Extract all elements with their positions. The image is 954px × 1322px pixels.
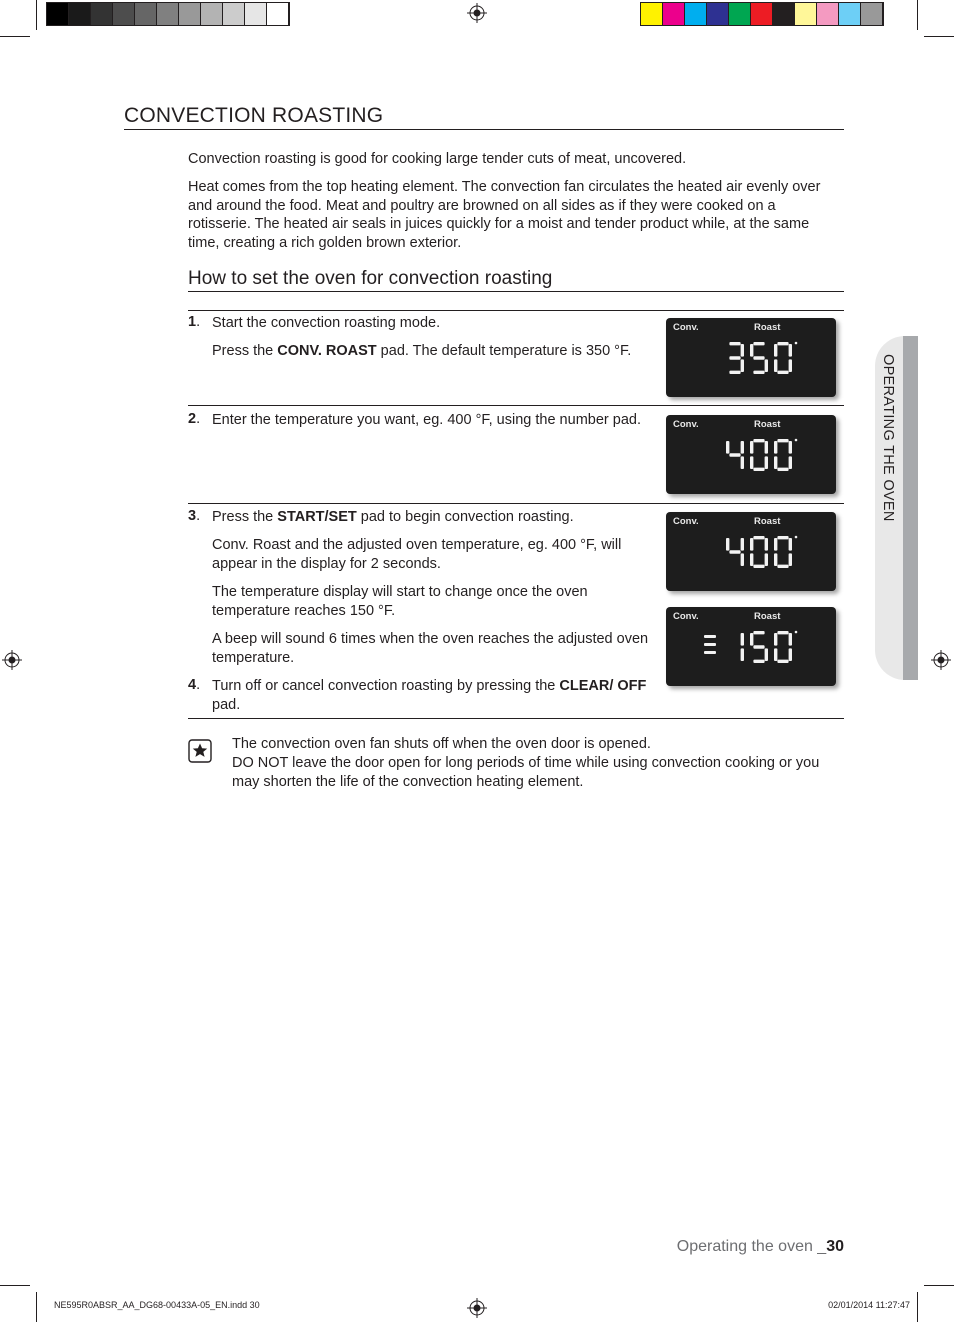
digit-segment [729,342,740,345]
digit-segment [753,371,764,374]
digit-segment [726,441,729,454]
digit-segment [753,660,764,663]
process-color-bar [640,2,884,26]
digit-segment [741,553,744,566]
digit-segment [765,456,768,469]
registration-mark-icon [467,3,487,23]
display-conv-label: Conv. [673,322,699,333]
color-swatch [685,3,707,25]
note-text: The convection oven fan shuts off when the oven door is opened. DO NOT leave the door open for long periods of time while using convection cooking or you may shorten the life of the convection heating element. [232,736,820,790]
crop-mark [924,36,954,37]
crop-mark [917,1292,918,1322]
step-text: The temperature display will start to change once the oven temperature reaches 150 °F. [212,584,588,619]
digit-segment [765,648,768,661]
step-number: 4. [188,677,201,693]
digit-segment [774,538,777,551]
digit-segment [774,648,777,661]
digit-segment [777,565,788,568]
digit-segment [774,553,777,566]
digit-segment [789,359,792,372]
registration-mark-icon [467,1298,487,1318]
digit-segment [753,468,764,471]
registration-mark-icon [931,650,951,670]
step-text: Turn off or cancel convection roasting by pressing the CLEAR/ OFF pad. [212,678,647,713]
digit-segment [704,635,716,638]
step-text: Press the START/SET pad to begin convection roasting. [212,509,574,525]
digit-segment [750,538,753,551]
digit-segment [777,536,788,539]
color-swatch [773,3,795,25]
digit-segment [704,651,716,654]
section-side-bar [903,336,918,680]
section-subtitle: How to set the oven for convection roasting [188,268,844,292]
step-text: Press the CONV. ROAST pad. The default temperature is 350 °F. [212,343,632,359]
color-swatch [751,3,773,25]
digit-segment [753,356,764,359]
digit-segment [750,441,753,454]
color-swatch [157,3,179,25]
display-roast-label: Roast [754,516,781,527]
color-swatch [245,3,267,25]
display-roast-label: Roast [754,419,781,430]
page-title: CONVECTION ROASTING [124,104,844,130]
step-text: Start the convection roasting mode. [212,315,441,331]
degree-dot [795,536,798,539]
color-swatch [223,3,245,25]
degree-dot [795,631,798,634]
color-swatch [267,3,289,25]
color-swatch [135,3,157,25]
oven-display [666,318,836,397]
digit-segment [741,359,744,372]
display-temperature-digits [666,512,836,591]
color-swatch [817,3,839,25]
digit-segment [789,538,792,551]
digit-segment [774,456,777,469]
degree-dot [795,342,798,345]
digit-segment [765,441,768,454]
display-conv-label: Conv. [673,516,699,527]
oven-display [666,607,836,686]
oven-display [666,415,836,494]
digit-segment [765,553,768,566]
intro-paragraph: Convection roasting is good for cooking large tender cuts of meat, uncovered. [188,151,687,167]
color-swatch [729,3,751,25]
crop-mark [0,36,30,37]
display-temperature-digits [666,415,836,494]
crop-mark [917,0,918,30]
digit-segment [753,565,764,568]
grayscale-color-bar [46,2,290,26]
digit-segment [777,439,788,442]
color-swatch [839,3,861,25]
registration-mark-icon [2,650,22,670]
color-swatch [861,3,883,25]
digit-segment [753,439,764,442]
crop-mark [36,0,37,30]
step-text: A beep will sound 6 times when the oven reaches the adjusted oven temperature. [212,631,649,666]
digit-segment [789,441,792,454]
digit-segment [750,344,753,357]
color-swatch [179,3,201,25]
digit-segment [729,453,740,456]
step-divider [188,503,844,504]
digit-segment [777,342,788,345]
color-swatch [201,3,223,25]
step-number: 1. [188,314,201,330]
digit-segment [753,342,764,345]
display-conv-label: Conv. [673,419,699,430]
color-swatch [795,3,817,25]
digit-segment [729,356,740,359]
crop-mark [0,1285,30,1286]
color-swatch [707,3,729,25]
digit-segment [777,468,788,471]
digit-segment [753,536,764,539]
digit-segment [789,456,792,469]
step-number: 2. [188,411,201,427]
display-roast-label: Roast [754,322,781,333]
digit-segment [777,371,788,374]
digit-segment [729,371,740,374]
digit-segment [741,633,744,646]
star-note-icon [188,739,212,763]
color-swatch [91,3,113,25]
digit-segment [777,631,788,634]
digit-segment [774,344,777,357]
display-temperature-digits [666,318,836,397]
display-conv-label: Conv. [673,611,699,622]
digit-segment [789,553,792,566]
color-swatch [663,3,685,25]
digit-segment [753,631,764,634]
display-temperature-digits [666,607,836,686]
step-text: Enter the temperature you want, eg. 400 °F, using the number pad. [212,412,641,428]
section-side-tab-label: OPERATING THE OVEN [880,354,896,522]
digit-segment [726,538,729,551]
digit-segment [789,633,792,646]
step-divider [188,310,844,311]
digit-segment [729,550,740,553]
digit-segment [741,538,744,551]
digit-segment [741,456,744,469]
color-swatch [641,3,663,25]
crop-mark [924,1285,954,1286]
color-swatch [69,3,91,25]
color-swatch [113,3,135,25]
display-roast-label: Roast [754,611,781,622]
digit-segment [753,645,764,648]
print-slug-left: NE595R0ABSR_AA_DG68-00433A-05_EN.indd 30 [54,1300,260,1310]
digit-segment [765,538,768,551]
crop-mark [36,1292,37,1322]
print-slug-right: 02/01/2014 11:27:47 [828,1300,910,1310]
digit-segment [750,456,753,469]
color-swatch [47,3,69,25]
digit-segment [741,344,744,357]
digit-segment [750,553,753,566]
digit-segment [741,648,744,661]
step-text: Conv. Roast and the adjusted oven temperature, eg. 400 °F, will appear in the display for 2 seconds. [212,537,622,572]
step-number: 3. [188,508,201,524]
step-divider [188,405,844,406]
digit-segment [750,633,753,646]
digit-segment [777,660,788,663]
digit-segment [789,648,792,661]
digit-segment [704,643,716,646]
digit-segment [774,359,777,372]
digit-segment [774,441,777,454]
digit-segment [765,359,768,372]
digit-segment [741,441,744,454]
page-footer: Operating the oven _30 [676,1238,844,1255]
step-divider [188,718,844,719]
digit-segment [789,344,792,357]
oven-display [666,512,836,591]
degree-dot [795,439,798,442]
intro-paragraph: Heat comes from the top heating element. The convection fan circulates the heated air evenly over and around the food. Meat and poultry are browned on all sides as if they were cooked on a rotisserie. The heated air seals in juices quickly for a moist and tender product while, at the same time, creating a rich golden brown exterior. [188,179,821,251]
digit-segment [774,633,777,646]
